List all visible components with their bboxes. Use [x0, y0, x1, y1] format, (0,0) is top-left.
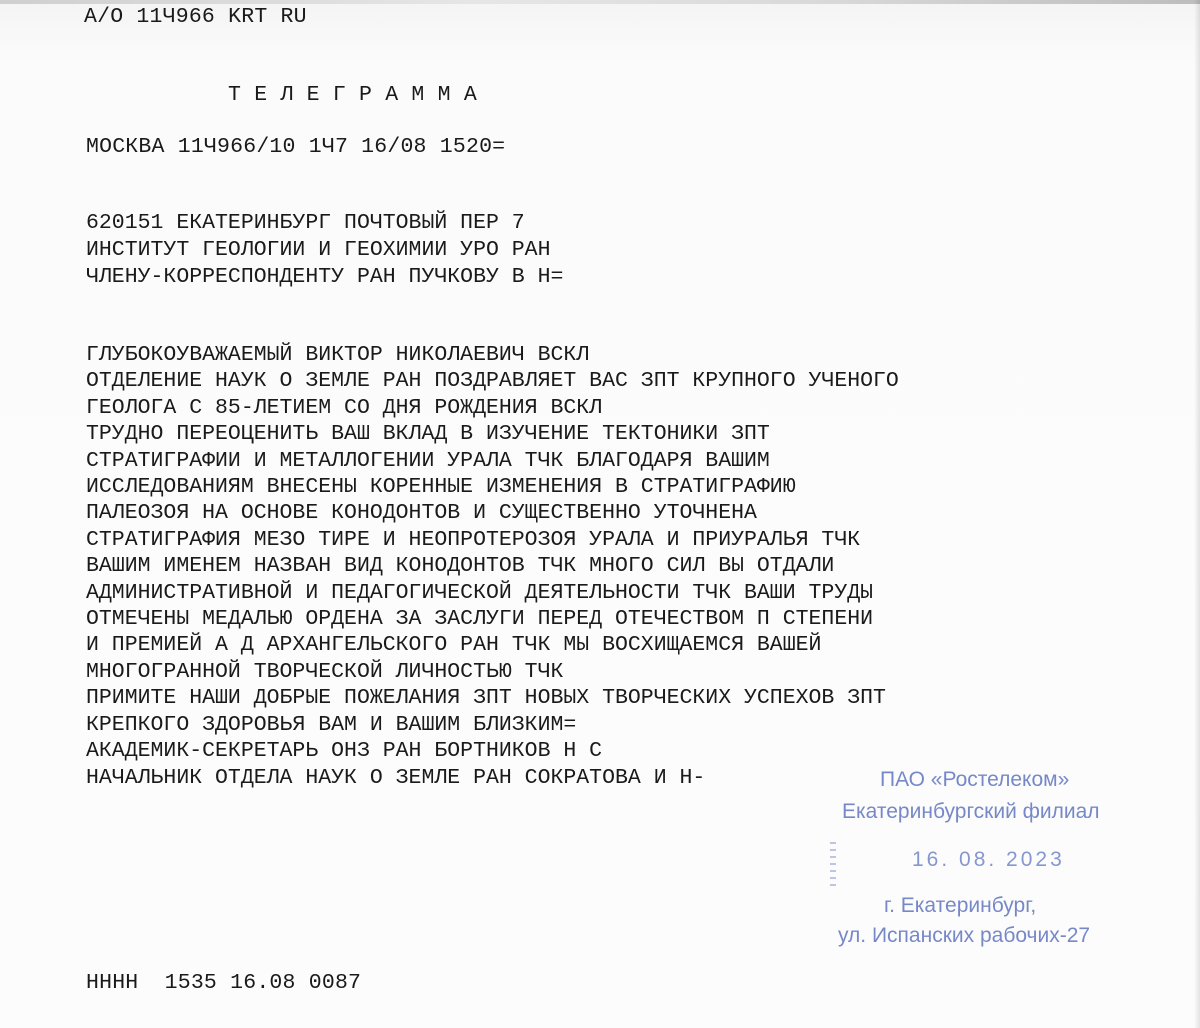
stamp-street: ул. Испанских рабочих-27: [838, 924, 1091, 947]
address-line: ИНСТИТУТ ГЕОЛОГИИ И ГЕОХИМИИ УРО РАН: [86, 238, 551, 262]
body-line: ОТМЕЧЕНЫ МЕДАЛЬЮ ОРДЕНА ЗА ЗАСЛУГИ ПЕРЕД ОТЕЧЕСТВОМ П СТЕПЕНИ: [86, 607, 874, 632]
body-line: ПАЛЕОЗОЯ НА ОСНОВЕ КОНОДОНТОВ И СУЩЕСТВЕННО УТОЧНЕНА: [86, 501, 757, 526]
body-line: КРЕПКОГО ЗДОРОВЬЯ ВАМ И ВАШИМ БЛИЗКИМ=: [86, 712, 577, 737]
answerback-code: A/O 11Ч966 KRT RU: [84, 5, 307, 29]
body-line: МНОГОГРАННОЙ ТВОРЧЕСКОЙ ЛИЧНОСТЬЮ ТЧК: [86, 659, 564, 684]
body-line: ВАШИМ ИМЕНЕМ НАЗВАН ВИД КОНОДОНТОВ ТЧК МНОГО СИЛ ВЫ ОТДАЛИ: [86, 554, 835, 579]
body-line: ТРУДНО ПЕРЕОЦЕНИТЬ ВАШ ВКЛАД В ИЗУЧЕНИЕ ТЕКТОНИКИ ЗПТ: [86, 422, 770, 447]
body-line: СТРАТИГРАФИИ И МЕТАЛЛОГЕНИИ УРАЛА ТЧК БЛАГОДАРЯ ВАШИМ: [86, 448, 770, 473]
body-line: И ПРЕМИЕЙ А Д АРХАНГЕЛЬСКОГО РАН ТЧК МЫ ВОСХИЩАЕМСЯ ВАШЕЙ: [86, 633, 822, 658]
recipient-address: [86, 210, 563, 291]
body-line: НАЧАЛЬНИК ОТДЕЛА НАУК О ЗЕМЛЕ РАН СОКРАТОВА И Н-: [86, 765, 706, 790]
route-line: МОСКВА 11Ч966/10 1Ч7 16/08 1520=: [86, 135, 506, 159]
stamp-date: 16. 08. 2023: [912, 848, 1065, 871]
paper-right-edge: [1194, 0, 1200, 1028]
body-line: ГЕОЛОГА С 85-ЛЕТИЕМ СО ДНЯ РОЖДЕНИЯ ВСКЛ: [86, 395, 603, 420]
body-line: ОТДЕЛЕНИЕ НАУК О ЗЕМЛЕ РАН ПОЗДРАВЛЯЕТ ВАС ЗПТ КРУПНОГО УЧЕНОГО: [86, 369, 899, 394]
body-line: ПРИМИТЕ НАШИ ДОБРЫЕ ПОЖЕЛАНИЯ ЗПТ НОВЫХ ТВОРЧЕСКИХ УСПЕХОВ ЗПТ: [86, 686, 886, 711]
body-line: АКАДЕМИК-СЕКРЕТАРЬ ОНЗ РАН БОРТНИКОВ Н С: [86, 739, 603, 764]
stamp-city: г. Екатеринбург,: [884, 894, 1037, 917]
body-line: ГЛУБОКОУВАЖАЕМЫЙ ВИКТОР НИКОЛАЕВИЧ ВСКЛ: [86, 343, 590, 367]
body-line: ИССЛЕДОВАНИЯМ ВНЕСЕНЫ КОРЕННЫЕ ИЗМЕНЕНИЯ В СТРАТИГРАФИЮ: [86, 475, 796, 500]
address-line: 620151 ЕКАТЕРИНБУРГ ПОЧТОВЫЙ ПЕР 7: [86, 211, 525, 235]
post-office-stamp: [830, 764, 1120, 954]
stamp-company: ПАО «Ростелеком»: [880, 768, 1070, 791]
telegram-title: Т Е Л Е Г Р А М М А: [228, 83, 477, 107]
address-line: ЧЛЕНУ-КОРРЕСПОНДЕНТУ РАН ПУЧКОВУ В Н=: [86, 265, 564, 289]
body-line: АДМИНИСТРАТИВНОЙ И ПЕДАГОГИЧЕСКОЙ ДЕЯТЕЛЬНОСТИ ТЧК ВАШИ ТРУДЫ: [86, 580, 874, 605]
stamp-ink-dots: [830, 842, 836, 890]
stamp-branch: Екатеринбургский филиал: [842, 800, 1100, 823]
message-body: [86, 342, 899, 791]
footer-service-line: НННН 1535 16.08 0087: [86, 971, 362, 995]
body-line: СТРАТИГРАФИЯ МЕЗО ТИРЕ И НЕОПРОТЕРОЗОЯ УРАЛА И ПРИУРАЛЬЯ ТЧК: [86, 527, 861, 552]
